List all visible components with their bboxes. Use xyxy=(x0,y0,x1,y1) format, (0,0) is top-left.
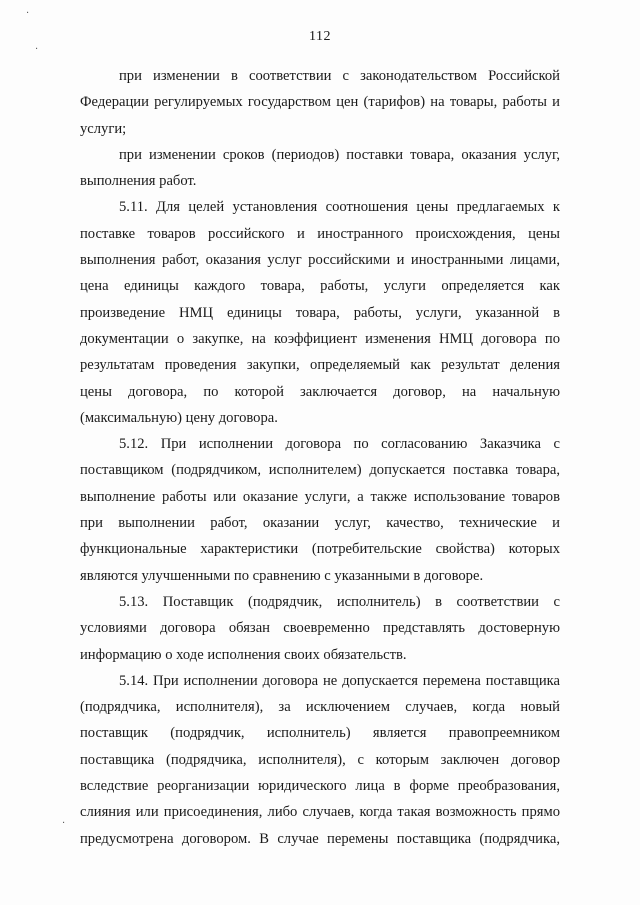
scan-speck: · xyxy=(62,818,66,829)
text-line: являются улучшенными по сравнению с указанными в договоре. xyxy=(80,567,484,584)
text-line: поставщика (подрядчика, исполнителя), с которым заключен договор xyxy=(80,751,560,768)
text-line: 5.14. При исполнении договора не допускается перемена поставщика xyxy=(119,672,560,689)
text-line: условиями договора обязан своевременно представлять достоверную xyxy=(80,620,560,637)
text-line: услуги; xyxy=(80,120,127,137)
text-line: поставщиком (подрядчиком, исполнителем) допускается поставка товара, xyxy=(80,462,560,479)
paragraph-5-11 xyxy=(80,194,560,431)
scan-speck: · xyxy=(26,8,30,19)
paragraph-5-12 xyxy=(80,431,560,589)
document-body xyxy=(80,63,560,852)
paragraph-5-13 xyxy=(80,589,560,668)
paragraph xyxy=(80,142,560,195)
text-line: 5.11. Для целей установления соотношения цены предлагаемых к xyxy=(119,199,560,216)
scan-speck: · xyxy=(35,44,39,55)
text-line: информацию о ходе исполнения своих обязательств. xyxy=(80,646,407,663)
text-line: документации о закупке, на коэффициент изменения НМЦ договора по xyxy=(80,330,560,347)
text-line: результатам проведения закупки, определяемый как результат деления xyxy=(80,357,560,374)
paragraph xyxy=(80,63,560,142)
text-line: при изменении в соответствии с законодательством Российской xyxy=(119,68,560,84)
page-number: 112 xyxy=(309,29,331,44)
text-line: предусмотрена договором. В случае перемены поставщика (подрядчика, xyxy=(80,830,560,847)
text-line: функциональные характеристики (потребительские свойства) которых xyxy=(80,541,560,558)
text-line: слияния или присоединения, либо случаев, когда такая возможность прямо xyxy=(80,804,560,821)
text-line: 5.12. При исполнении договора по согласованию Заказчика с xyxy=(119,436,560,453)
text-line: произведение НМЦ единицы товара, работы, услуги, указанной в xyxy=(80,304,560,321)
text-line: цена единицы каждого товара, работы, услуги определяется как xyxy=(80,278,560,295)
text-line: (максимальную) цену договора. xyxy=(80,409,278,426)
text-line: Федерации регулируемых государством цен (тарифов) на товары, работы и xyxy=(80,94,560,111)
text-line: выполнения работ, оказания услуг российскими и иностранными лицами, xyxy=(80,252,560,269)
text-line: при выполнении работ, оказании услуг, качество, технические и xyxy=(80,515,560,532)
text-line: 5.13. Поставщик (подрядчик, исполнитель) в соответствии с xyxy=(119,593,560,610)
text-line: при изменении сроков (периодов) поставки товара, оказания услуг, xyxy=(119,146,560,163)
text-line: выполнения работ. xyxy=(80,173,197,190)
text-line: (подрядчика, исполнителя), за исключением случаев, когда новый xyxy=(80,699,560,716)
text-line: выполнение работы или оказание услуги, а также использование товаров xyxy=(80,488,560,505)
text-line: поставке товаров российского и иностранного происхождения, цены xyxy=(80,225,560,242)
text-line: поставщик (подрядчик, исполнитель) является правопреемником xyxy=(80,725,560,742)
paragraph-5-14 xyxy=(80,668,560,852)
text-line: вследствие реорганизации юридического лица в форме преобразования, xyxy=(80,778,560,795)
text-line: цены договора, по которой заключается договор, на начальную xyxy=(80,383,560,400)
